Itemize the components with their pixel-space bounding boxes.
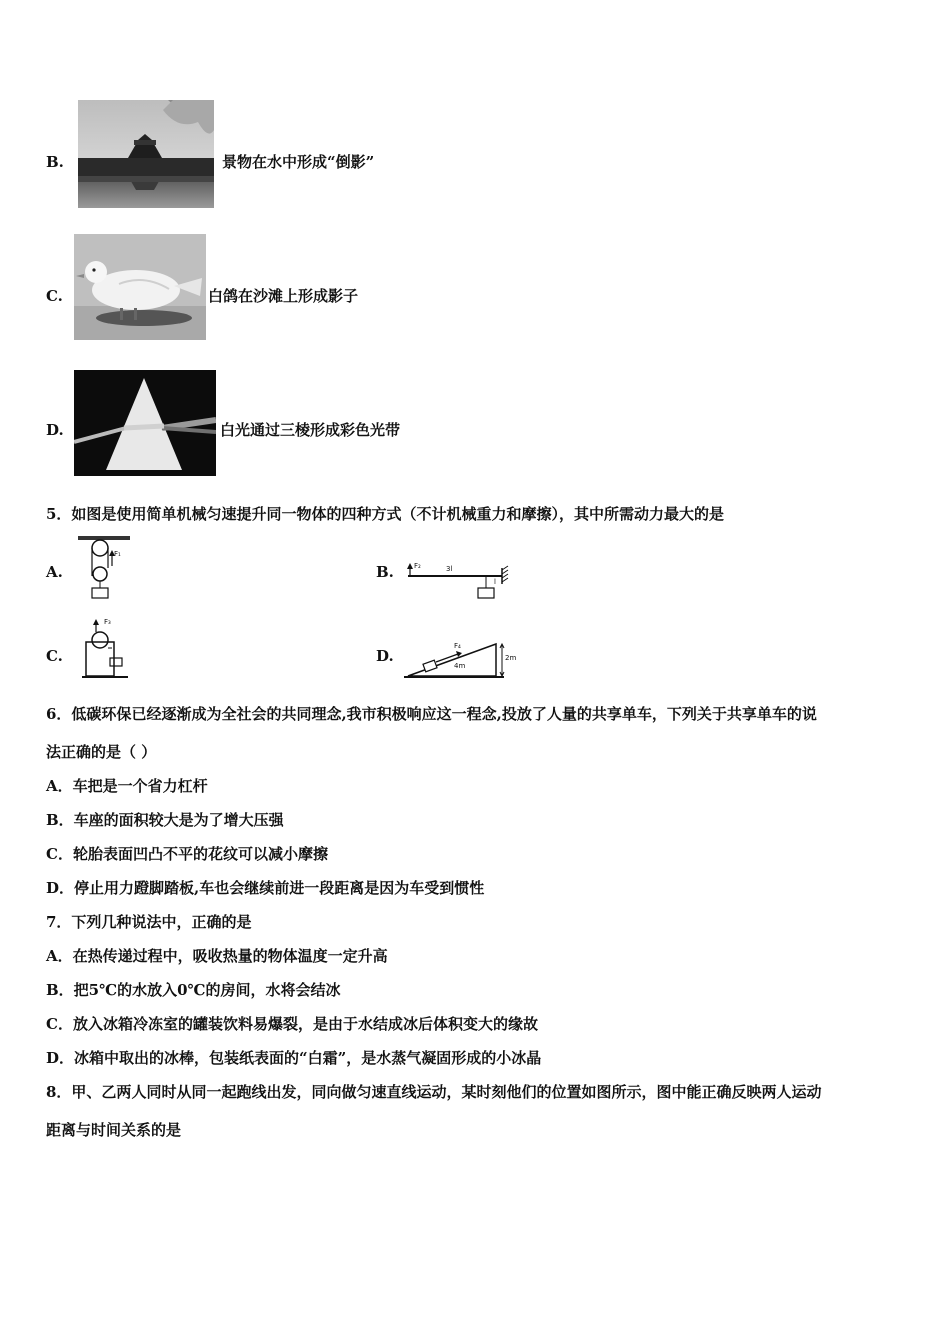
option-b-caption: 景物在水中形成“倒影” bbox=[222, 153, 375, 171]
q5-stem: 5．如图是使用简单机械匀速提升同一物体的四种方式（不计机械重力和摩擦），其中所需动力最大的是 bbox=[46, 505, 724, 523]
q6-option-c: C．轮胎表面凹凸不平的花纹可以减小摩擦 bbox=[46, 845, 328, 863]
prism-photo bbox=[74, 370, 216, 476]
q5-option-a-letter: A. bbox=[46, 563, 63, 581]
q7-option-d: D．冰箱中取出的冰棒，包装纸表面的“白霜”，是水蒸气凝固形成的小冰晶 bbox=[46, 1049, 542, 1067]
q5-option-d-letter: D. bbox=[376, 647, 394, 665]
f4-label: F₄ bbox=[454, 642, 461, 650]
wheel-axle-diagram bbox=[82, 618, 132, 680]
f3-label: F₃ bbox=[104, 618, 111, 626]
white-dove-photo bbox=[74, 234, 206, 340]
option-d-caption: 白光通过三棱形成彩色光带 bbox=[220, 421, 401, 439]
f1-label: F₁ bbox=[114, 550, 121, 558]
q6-option-b: B．车座的面积较大是为了增大压强 bbox=[46, 811, 284, 829]
q7-option-b: B．把5℃的水放入0℃的房间，水将会结冰 bbox=[46, 981, 341, 999]
incline-diagram bbox=[404, 640, 520, 680]
q5-option-c-letter: C. bbox=[46, 647, 63, 665]
q6-option-d: D．停止用力蹬脚踏板,车也会继续前进一段距离是因为车受到惯性 bbox=[46, 879, 485, 897]
option-c-caption: 白鸽在沙滩上形成影子 bbox=[208, 287, 359, 305]
2m-label: 2m bbox=[505, 654, 517, 662]
4m-label: 4m bbox=[454, 662, 466, 670]
q7-option-a: A．在热传递过程中，吸收热量的物体温度一定升高 bbox=[46, 947, 388, 965]
q6-option-a: A．车把是一个省力杠杆 bbox=[46, 777, 208, 795]
f2-label: F₂ bbox=[414, 562, 421, 570]
lever-diagram bbox=[404, 562, 514, 600]
palace-reflection-photo bbox=[78, 100, 214, 208]
q8-stem-line1: 8．甲、乙两人同时从同一起跑线出发，同向做匀速直线运动，某时刻他们的位置如图所示，图中能正确反映两人运动 bbox=[46, 1083, 822, 1101]
l-label: l bbox=[494, 578, 496, 586]
q6-stem-line1: 6．低碳环保已经逐渐成为全社会的共同理念,我市积极响应这一程念,投放了人量的共享单车，下列关于共享单车的说 bbox=[46, 705, 817, 723]
option-b-letter: B. bbox=[46, 153, 64, 171]
q6-stem-line2: 法正确的是（ ） bbox=[46, 743, 157, 761]
q5-option-b-letter: B. bbox=[376, 563, 394, 581]
3l-label: 3l bbox=[446, 565, 453, 573]
q8-stem-line2: 距离与时间关系的是 bbox=[46, 1121, 182, 1139]
q7-stem: 7．下列几种说法中，正确的是 bbox=[46, 913, 252, 931]
option-d-letter: D. bbox=[46, 421, 64, 439]
option-c-letter: C. bbox=[46, 287, 63, 305]
q7-option-c: C．放入冰箱冷冻室的罐装饮料易爆裂，是由于水结成冰后体积变大的缘故 bbox=[46, 1015, 538, 1033]
pulley-diagram bbox=[76, 536, 132, 600]
